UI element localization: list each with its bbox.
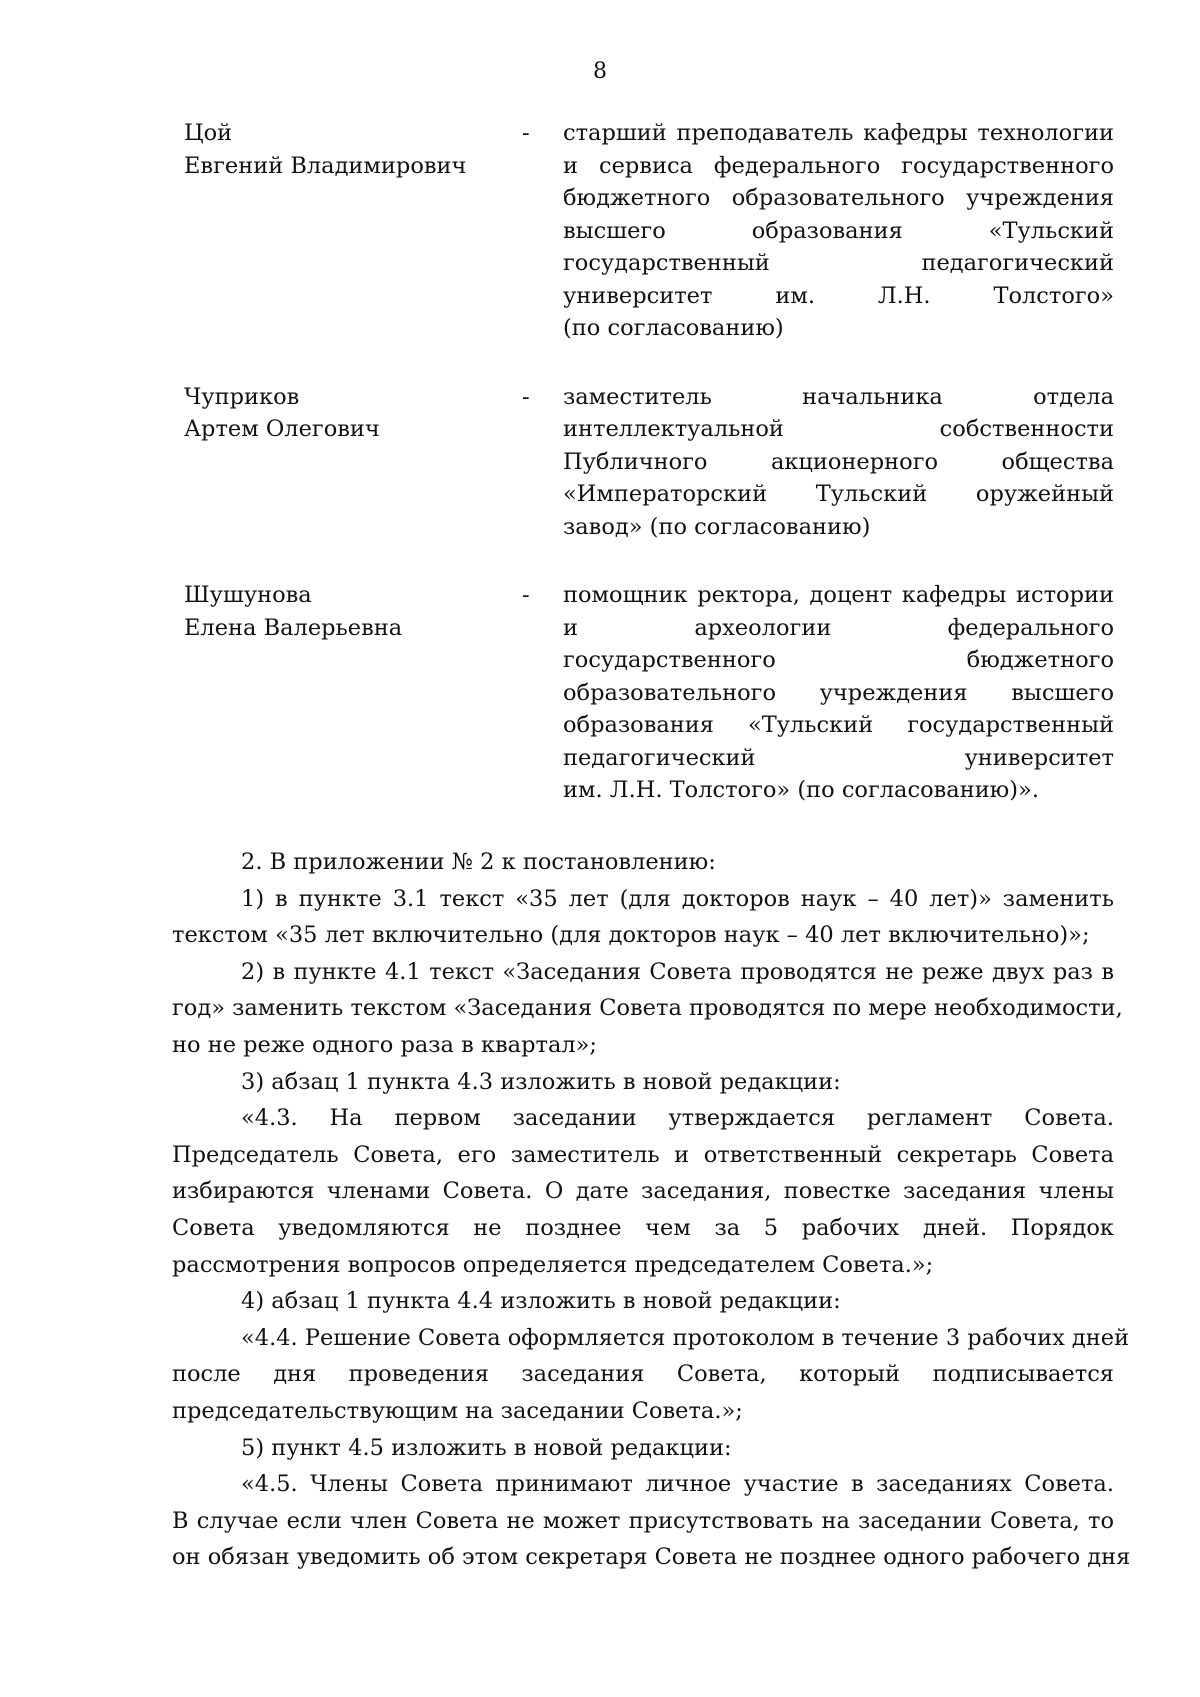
member-given-names: Артем Олегович xyxy=(184,416,380,442)
member-dash: - xyxy=(522,383,530,410)
paragraph-line: 2. В приложении № 2 к постановлению: xyxy=(241,849,716,875)
member-surname: Цой xyxy=(184,120,233,146)
member-position-line: им. Л.Н. Толстого» (по согласованию)». xyxy=(563,777,1039,803)
paragraph xyxy=(172,1320,1130,1430)
member-position-line: высшего образования «Тульский xyxy=(563,217,1114,244)
member-surname: Шушунова xyxy=(184,582,312,608)
paragraph xyxy=(172,954,1123,1064)
member-dash: - xyxy=(522,120,530,146)
paragraph-line: «4.5. Члены Совета принимают личное участие в заседаниях Совета. xyxy=(241,1471,1114,1498)
member-position-line: педагогический университет xyxy=(563,744,1114,771)
paragraph-line: 5) пункт 4.5 изложить в новой редакции: xyxy=(241,1434,732,1461)
member-position-line: Публичного акционерного общества xyxy=(563,448,1114,475)
member-position-line: государственный педагогический xyxy=(563,250,1114,276)
member-position-line: образовательного учреждения высшего xyxy=(563,679,1114,706)
member-position-line: старший преподаватель кафедры технологии xyxy=(563,120,1114,146)
paragraph-line: Председатель Совета, его заместитель и ответственный секретарь Совета xyxy=(172,1141,1114,1168)
paragraph-line: избираются членами Совета. О дате заседания, повестке заседания члены xyxy=(172,1178,1114,1205)
member-position-line: помощник ректора, доцент кафедры истории xyxy=(563,582,1114,608)
member-given-names: Елена Валерьевна xyxy=(184,614,403,641)
member-position xyxy=(563,381,1114,544)
amendments-text xyxy=(172,844,1131,1576)
member-position-line: «Императорский Тульский оружейный xyxy=(563,481,1114,507)
paragraph-line: председательствующим на заседании Совета.»; xyxy=(172,1397,743,1424)
paragraph-line: после дня проведения заседания Совета, который подписывается xyxy=(172,1361,1114,1388)
paragraph xyxy=(172,881,1114,954)
member-position-line: завод» (по согласованию) xyxy=(563,513,871,540)
member-position-line: университет им. Л.Н. Толстого» xyxy=(563,282,1114,309)
page-number: 8 xyxy=(593,59,607,84)
paragraph xyxy=(172,1283,1114,1320)
member-surname: Чуприков xyxy=(184,383,300,410)
member-dash: - xyxy=(522,582,530,608)
paragraph-line: 4) абзац 1 пункта 4.4 изложить в новой редакции: xyxy=(241,1288,841,1315)
paragraph-line: Совета уведомляются не позднее чем за 5 рабочих дней. Порядок xyxy=(172,1214,1114,1241)
paragraph-line: он обязан уведомить об этом секретаря Совета не позднее одного рабочего дня xyxy=(172,1544,1131,1571)
member-position-line: образования «Тульский государственный xyxy=(563,712,1114,738)
paragraph-line: 3) абзац 1 пункта 4.3 изложить в новой редакции: xyxy=(241,1068,841,1095)
member-name xyxy=(184,579,514,644)
member-position xyxy=(563,579,1114,807)
paragraph-line: «4.4. Решение Совета оформляется протоколом в течение 3 рабочих дней xyxy=(241,1324,1130,1351)
paragraph-line: В случае если член Совета не может присутствовать на заседании Совета, то xyxy=(172,1507,1114,1534)
member-position-line: бюджетного образовательного учреждения xyxy=(563,185,1114,211)
member-entry xyxy=(184,381,1114,544)
paragraph-line: текстом «35 лет включительно (для докторов наук – 40 лет включительно)»; xyxy=(172,922,1090,949)
paragraph xyxy=(172,1064,1114,1101)
member-position-line: заместитель начальника отдела xyxy=(563,383,1114,410)
member-position-line: и сервиса федерального государственного xyxy=(563,152,1114,179)
paragraph-line: 1) в пункте 3.1 текст «35 лет (для докторов наук – 40 лет)» заменить xyxy=(241,885,1114,912)
member-name xyxy=(184,117,514,182)
member-entry xyxy=(184,579,1114,807)
member-name xyxy=(184,381,514,446)
paragraph xyxy=(172,844,1114,881)
member-position-line: интеллектуальной собственности xyxy=(563,416,1114,442)
paragraph xyxy=(172,1100,1114,1283)
member-position xyxy=(563,117,1114,345)
member-position-line: государственного бюджетного xyxy=(563,647,1114,673)
paragraph-line: но не реже одного раза в квартал»; xyxy=(172,1031,597,1058)
paragraph-line: рассмотрения вопросов определяется председателем Совета.»; xyxy=(172,1251,934,1278)
paragraph xyxy=(172,1430,1114,1467)
paragraph-line: «4.3. На первом заседании утверждается регламент Совета. xyxy=(241,1105,1114,1132)
member-given-names: Евгений Владимирович xyxy=(184,152,467,179)
members-list xyxy=(184,117,1114,807)
paragraph-line: год» заменить текстом «Заседания Совета проводятся по мере необходимости, xyxy=(172,995,1123,1022)
member-entry xyxy=(184,117,1114,345)
paragraph-line: 2) в пункте 4.1 текст «Заседания Совета проводятся не реже двух раз в xyxy=(241,958,1114,985)
paragraph xyxy=(172,1466,1131,1576)
member-position-line: и археологии федерального xyxy=(563,614,1114,641)
member-position-line: (по согласованию) xyxy=(563,315,784,341)
